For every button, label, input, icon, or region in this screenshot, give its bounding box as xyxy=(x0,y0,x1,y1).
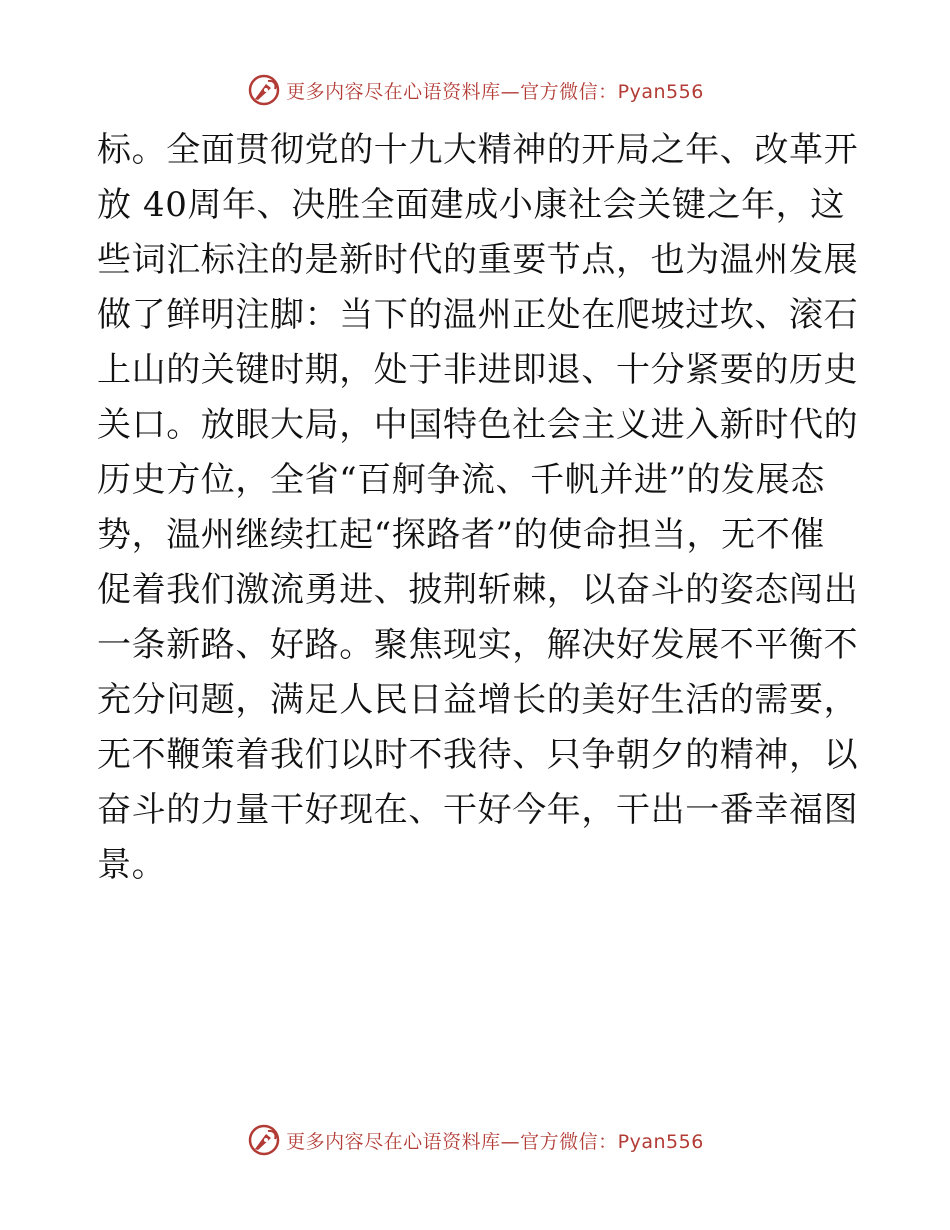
text-line: 些词汇标注的是新时代的重要节点，也为温州发展 xyxy=(97,240,859,280)
text-line: 标。全面贯彻党的十九大精神的开局之年、改革开 xyxy=(97,130,859,170)
footer-banner-text: 更多内容尽在心语资料库—官方微信：Pyan556 xyxy=(286,1130,704,1153)
text-line: 历史方位，全省“百舸争流、千帆并进”的发展态 xyxy=(97,460,825,500)
header-banner xyxy=(0,70,950,110)
text-line: 放 40周年、决胜全面建成小康社会关键之年，这 xyxy=(97,185,845,225)
text-line: 关口。放眼大局，中国特色社会主义进入新时代的 xyxy=(97,405,859,445)
text-line: 充分问题，满足人民日益增长的美好生活的需要， xyxy=(97,680,859,720)
header-banner-text: 更多内容尽在心语资料库—官方微信：Pyan556 xyxy=(286,80,704,103)
pen-nib-circle-icon xyxy=(246,72,282,108)
text-line: 势，温州继续扛起“探路者”的使命担当，无不催 xyxy=(97,515,825,555)
body-text xyxy=(97,123,857,893)
footer-banner xyxy=(0,1120,950,1160)
text-line: 做了鲜明注脚：当下的温州正处在爬坡过坎、滚石 xyxy=(97,295,859,335)
text-line: 上山的关键时期，处于非进即退、十分紧要的历史 xyxy=(97,350,859,390)
text-line: 无不鞭策着我们以时不我待、只争朝夕的精神，以 xyxy=(97,735,859,775)
pen-nib-circle-icon xyxy=(246,1122,282,1158)
text-line: 一条新路、好路。聚焦现实，解决好发展不平衡不 xyxy=(97,625,859,665)
text-line: 景。 xyxy=(97,845,167,885)
text-line: 奋斗的力量干好现在、干好今年，干出一番幸福图 xyxy=(97,790,859,830)
text-line: 促着我们激流勇进、披荆斩棘，以奋斗的姿态闯出 xyxy=(97,570,859,610)
